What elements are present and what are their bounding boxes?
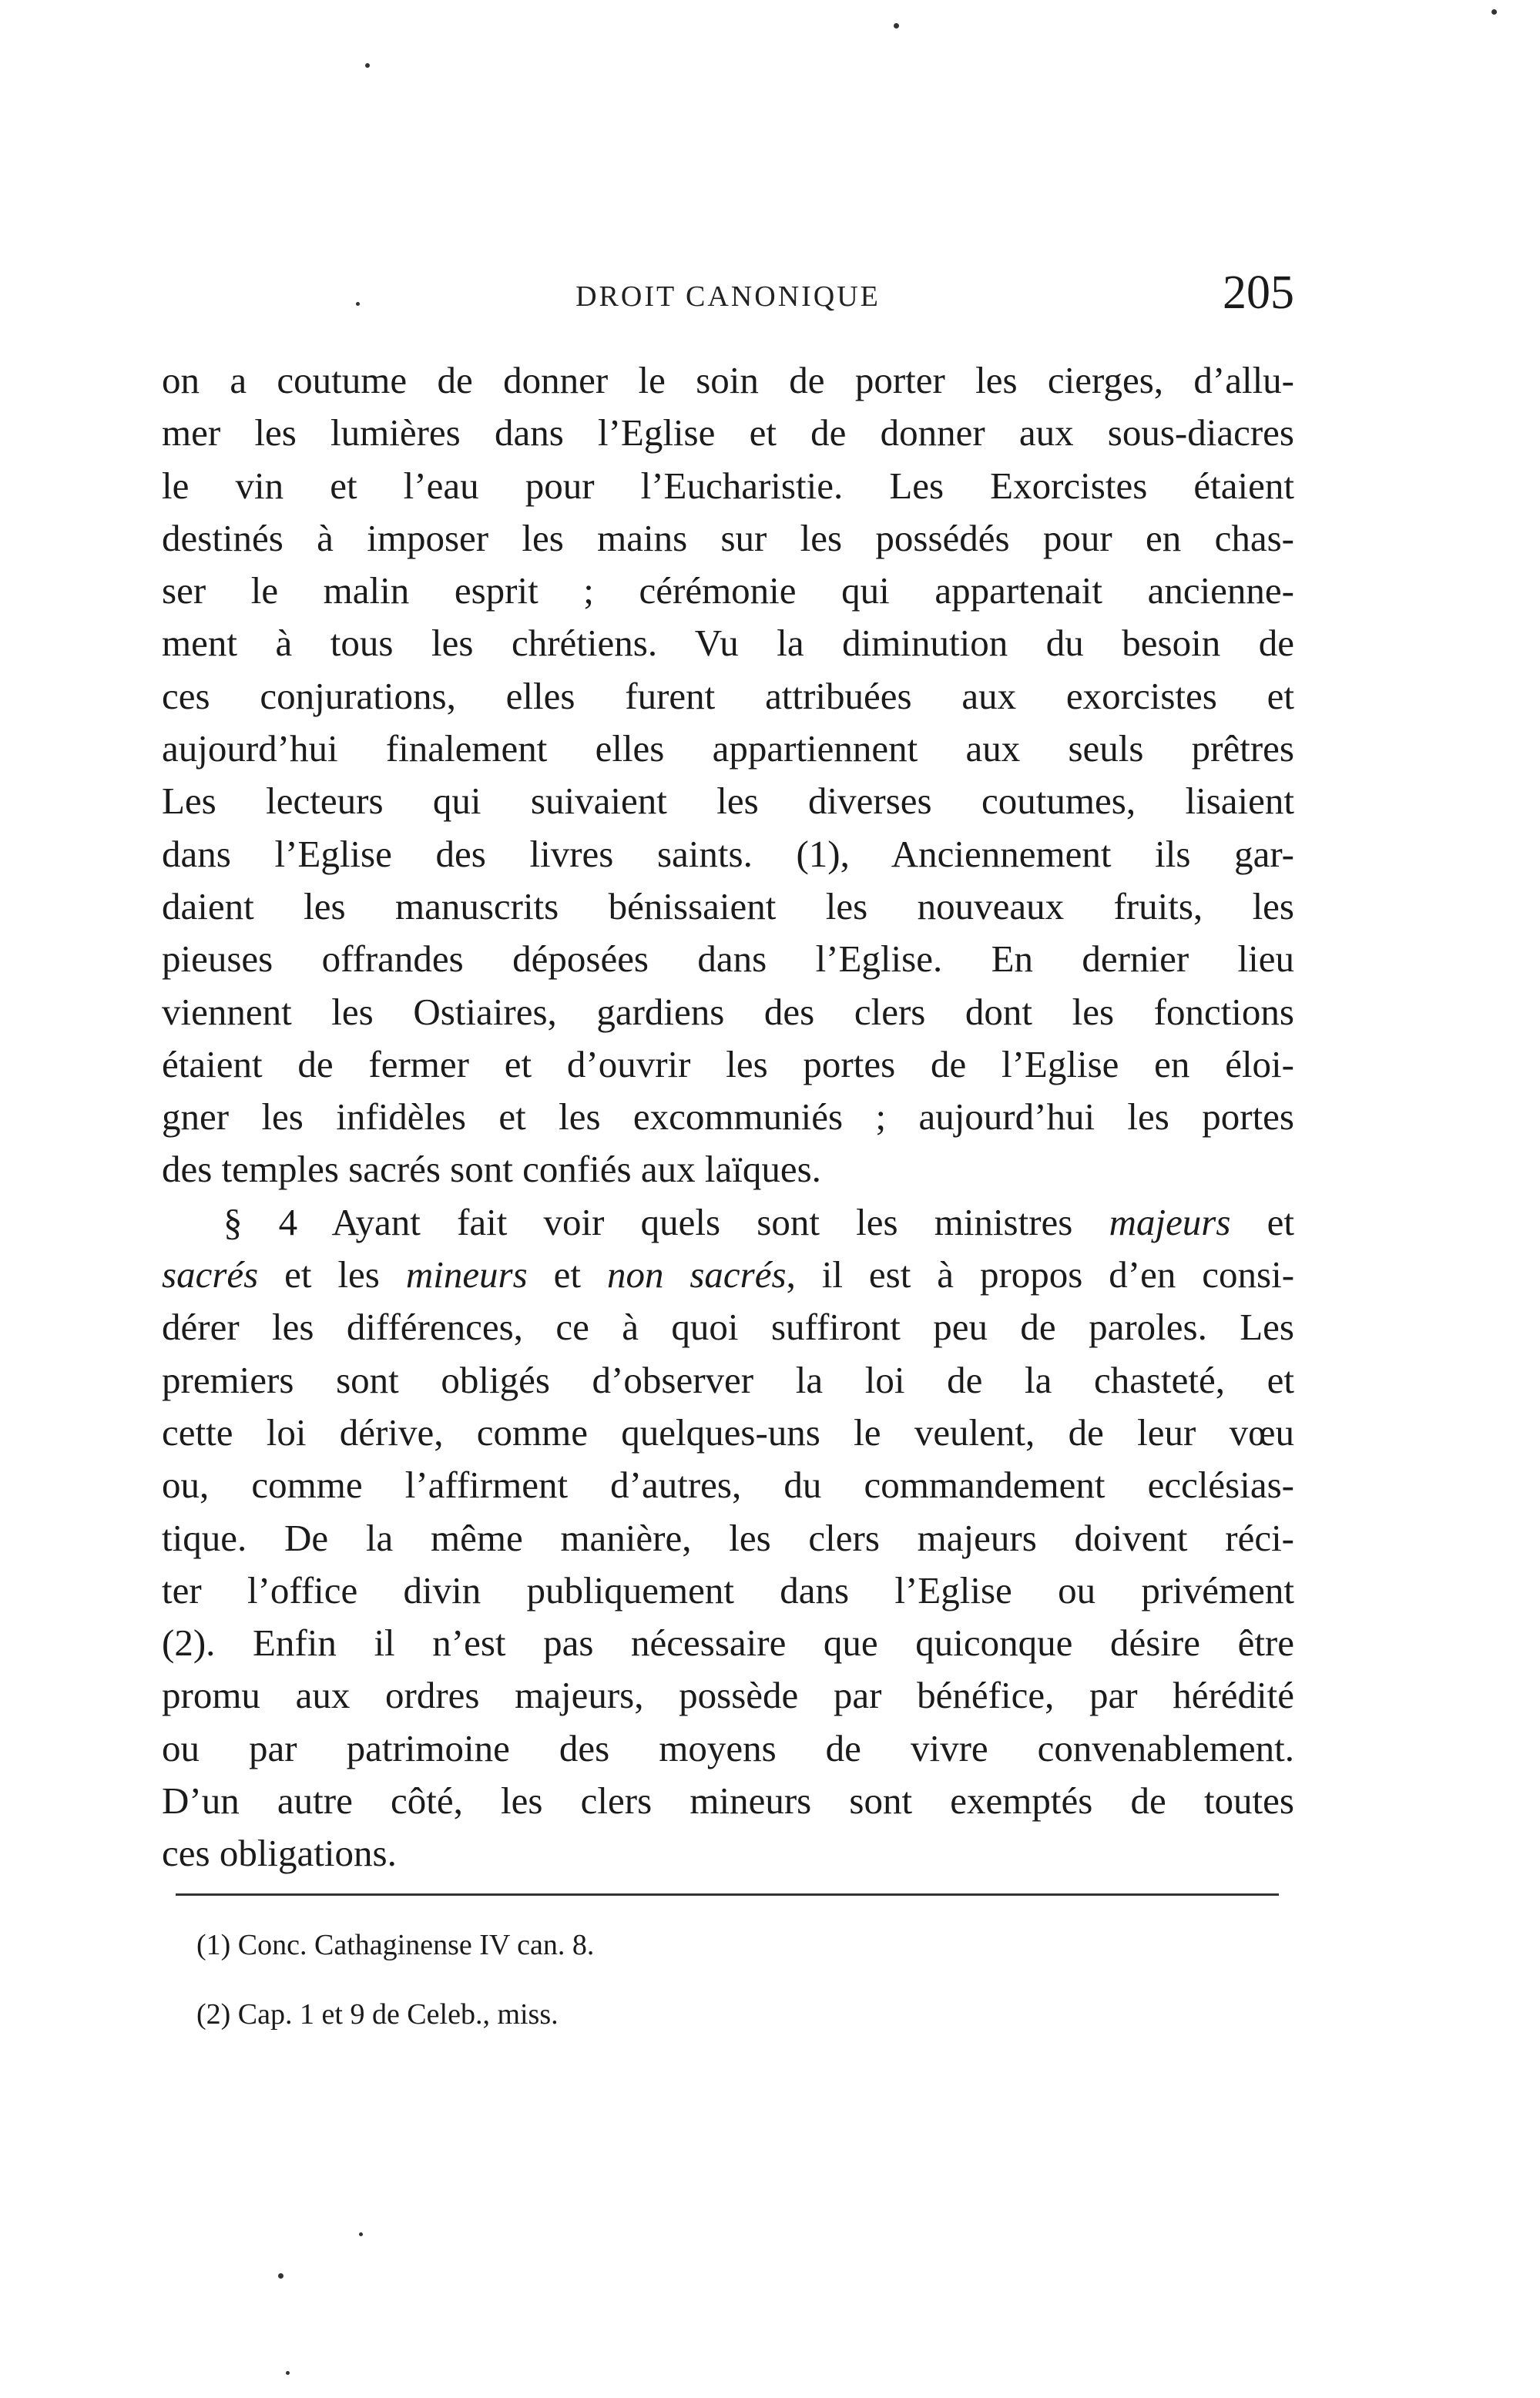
- text-line: (2). Enfin il n’est pas nécessaire que quiconque désire être: [162, 1622, 1294, 1665]
- text-line: étaient de fermer et d’ouvrir les portes de l’Eglise en éloi-: [162, 1042, 1294, 1085]
- text-line: [162, 1249, 1294, 1301]
- text-line: on a coutume de donner le soin de porter les cierges, d’allu-: [162, 359, 1294, 401]
- text-run: et: [527, 1253, 607, 1296]
- running-title: DROIT CANONIQUE: [575, 280, 881, 313]
- text-run: § 4 Ayant fait voir quels sont les ministres: [223, 1200, 1109, 1243]
- text-line: ou, comme l’affirment d’autres, du commandement ecclésias-: [162, 1464, 1294, 1507]
- text-run: , il est à propos d’en consi-: [786, 1253, 1294, 1296]
- page-number: 205: [1223, 267, 1294, 319]
- footnote-divider: [176, 1893, 1279, 1896]
- paragraph-2: [162, 1196, 1294, 1880]
- text-line: promu aux ordres majeurs, possède par bénéfice, par hérédité: [162, 1674, 1294, 1717]
- italic-term: mineurs: [405, 1253, 528, 1296]
- page-header: [162, 266, 1294, 327]
- text-line: des temples sacrés sont confiés aux laïques.: [162, 1148, 821, 1191]
- scan-speck: [278, 2273, 284, 2279]
- scan-speck: [286, 2371, 290, 2375]
- scan-speck: [359, 2232, 363, 2236]
- text-line: mer les lumières dans l’Eglise et de donner aux sous-diacres: [162, 411, 1294, 454]
- text-line: Les lecteurs qui suivaient les diverses coutumes, lisaient: [162, 780, 1294, 823]
- text-line: viennent les Ostiaires, gardiens des clers dont les fonctions: [162, 990, 1294, 1033]
- italic-term: sacrés: [162, 1253, 259, 1296]
- text-line: daient les manuscrits bénissaient les nouveaux fruits, les: [162, 884, 1294, 927]
- footnotes: [196, 1910, 1198, 2049]
- scan-speck: [365, 63, 370, 68]
- text-line: pieuses offrandes déposées dans l’Eglise. En dernier lieu: [162, 937, 1294, 981]
- text-line: tique. De la même manière, les clers majeurs doivent réci-: [162, 1516, 1294, 1559]
- text-line: gner les infidèles et les excommuniés ; aujourd’hui les portes: [162, 1095, 1294, 1139]
- italic-term: non sacrés: [606, 1253, 787, 1296]
- text-line: premiers sont obligés d’observer la loi de la chasteté, et: [162, 1358, 1294, 1401]
- text-line: ces obligations.: [162, 1832, 397, 1875]
- scan-speck: [1491, 9, 1497, 15]
- text-line: ment à tous les chrétiens. Vu la diminution du besoin de: [162, 622, 1294, 665]
- italic-term: majeurs: [1109, 1200, 1231, 1243]
- scan-speck: [894, 23, 899, 29]
- text-line: cette loi dérive, comme quelques-uns le veulent, de leur vœu: [162, 1410, 1294, 1454]
- text-line: ser le malin esprit ; cérémonie qui appartenait ancienne-: [162, 569, 1294, 612]
- text-run: et: [1230, 1200, 1294, 1243]
- footnote-1: (1) Conc. Cathaginense IV can. 8.: [196, 1929, 595, 1961]
- text-line: ces conjurations, elles furent attribuées aux exorcistes et: [162, 674, 1294, 717]
- text-line: D’un autre côté, les clers mineurs sont exemptés de toutes: [162, 1779, 1294, 1823]
- text-line: dérer les différences, ce à quoi suffiront peu de paroles. Les: [162, 1306, 1294, 1349]
- body-text: [162, 354, 1294, 1880]
- text-run: et les: [258, 1253, 406, 1296]
- text-line: ou par patrimoine des moyens de vivre convenablement.: [162, 1726, 1294, 1769]
- text-line: [162, 1196, 1294, 1249]
- text-line: aujourd’hui finalement elles appartiennent aux seuls prêtres: [162, 727, 1294, 770]
- text-line: ter l’office divin publiquement dans l’Eglise ou privément: [162, 1568, 1294, 1612]
- paragraph-1: [162, 354, 1294, 1196]
- footnote-2: (2) Cap. 1 et 9 de Celeb., miss.: [196, 1998, 559, 2031]
- text-line: dans l’Eglise des livres saints. (1), Anciennement ils gar-: [162, 832, 1294, 875]
- text-line: le vin et l’eau pour l’Eucharistie. Les Exorcistes étaient: [162, 464, 1294, 507]
- text-line: destinés à imposer les mains sur les possédés pour en chas-: [162, 516, 1294, 559]
